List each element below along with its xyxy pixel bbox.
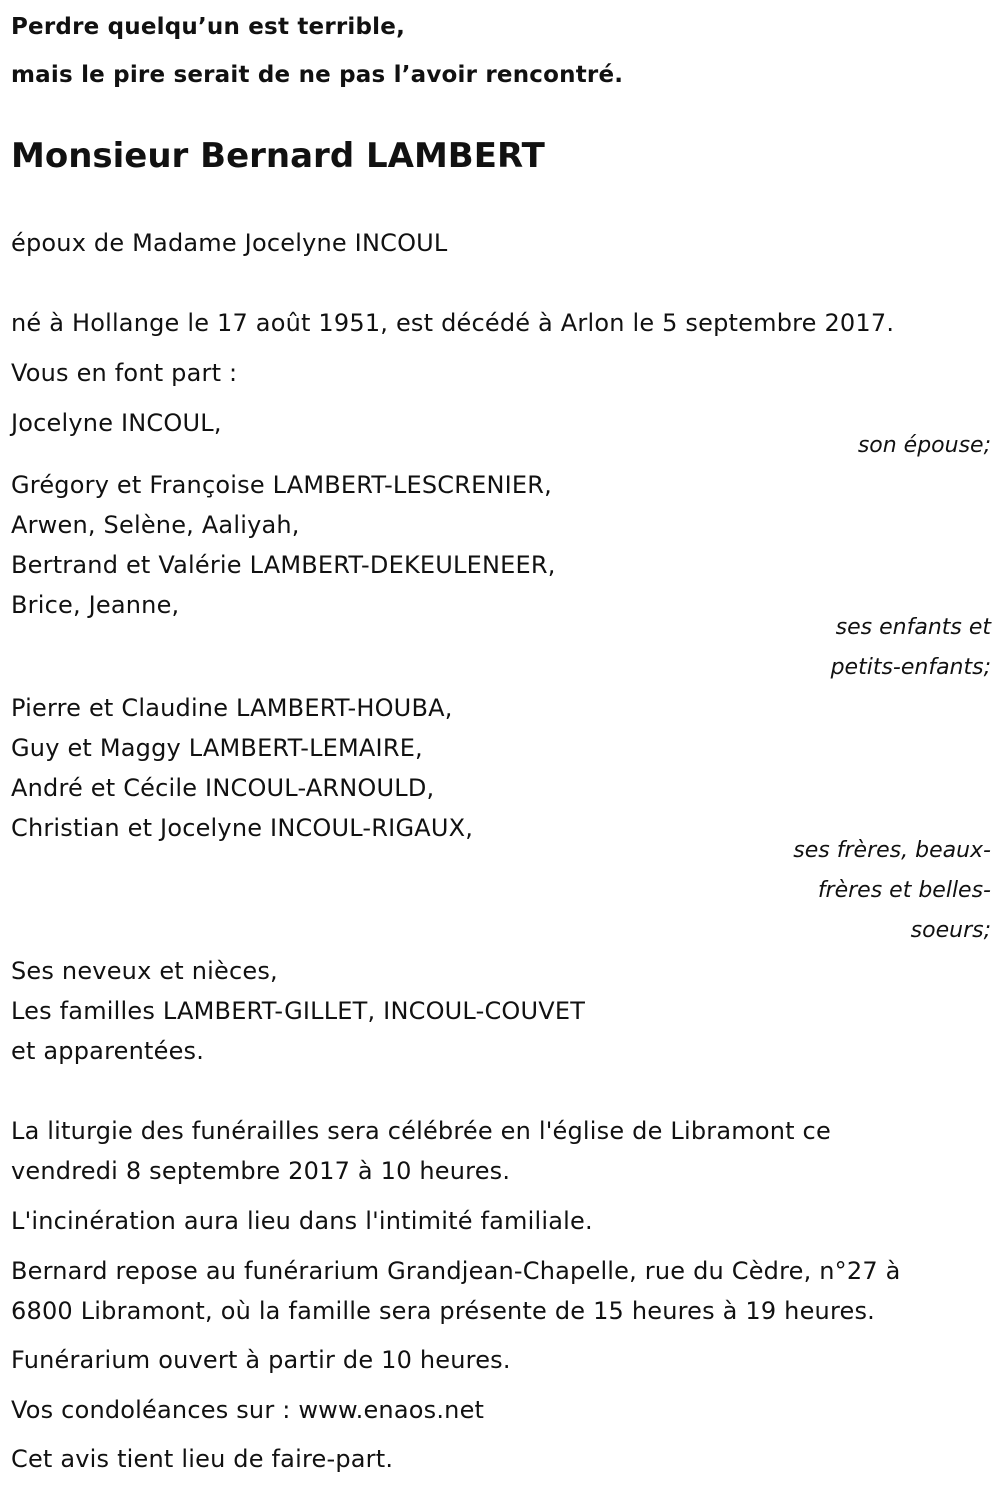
family-member: Christian et Jocelyne INCOUL-RIGAUX, [11, 814, 474, 842]
family-member: Arwen, Selène, Aaliyah, [11, 511, 300, 539]
family-role-spouse: son épouse; [857, 433, 991, 458]
rest-line-1: Bernard repose au funérarium Grandjean-Chapelle, rue du Cèdre, n°27 à [11, 1257, 901, 1285]
rest-line-2: 6800 Libramont, où la famille sera présente de 15 heures à 19 heures. [11, 1297, 876, 1325]
family-member: André et Cécile INCOUL-ARNOULD, [11, 774, 435, 802]
birth-death-line: né à Hollange le 17 août 1951, est décédé à Arlon le 5 septembre 2017. [11, 309, 895, 337]
cremation-line: L'incinération aura lieu dans l'intimité familiale. [11, 1207, 593, 1235]
notice-line: Cet avis tient lieu de faire-part. [11, 1445, 394, 1473]
opening-hours-line: Funérarium ouvert à partir de 10 heures. [11, 1346, 511, 1374]
quote-line-2: mais le pire serait de ne pas l’avoir rencontré. [11, 62, 624, 88]
family-member: Guy et Maggy LAMBERT-LEMAIRE, [11, 734, 423, 762]
liturgy-line-1: La liturgie des funérailles sera célébrée en l'église de Libramont ce [11, 1117, 831, 1145]
family-member: Pierre et Claudine LAMBERT-HOUBA, [11, 694, 453, 722]
family-member: Jocelyne INCOUL, [11, 409, 222, 437]
quote-line-1: Perdre quelqu’un est terrible, [11, 14, 406, 40]
announcement-intro: Vous en font part : [11, 359, 238, 387]
family-member: Brice, Jeanne, [11, 591, 180, 619]
family-member: Bertrand et Valérie LAMBERT-DEKEULENEER, [11, 551, 556, 579]
liturgy-line-2: vendredi 8 septembre 2017 à 10 heures. [11, 1157, 511, 1185]
deceased-name: Monsieur Bernard LAMBERT [11, 136, 545, 176]
family-member: et apparentées. [11, 1037, 205, 1065]
family-role-children: ses enfants et petits-enfants; [830, 615, 991, 680]
family-member: Les familles LAMBERT-GILLET, INCOUL-COUVET [11, 997, 586, 1025]
family-member: Ses neveux et nièces, [11, 957, 278, 985]
spouse-line: époux de Madame Jocelyne INCOUL [11, 229, 448, 257]
condolences-line: Vos condoléances sur : www.enaos.net [11, 1396, 485, 1424]
family-role-siblings: ses frères, beaux-frères et belles-soeurs; [793, 838, 991, 943]
family-member: Grégory et Françoise LAMBERT-LESCRENIER, [11, 471, 553, 499]
